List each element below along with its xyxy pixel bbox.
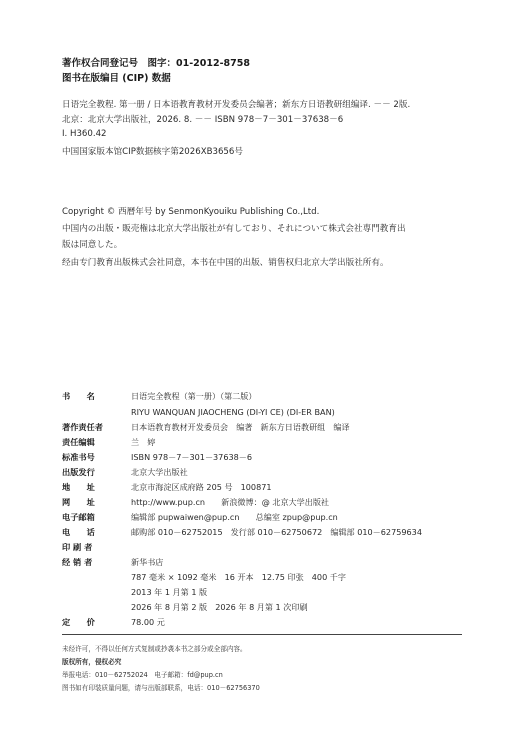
info-value-publisher: 北京大学出版社 bbox=[131, 467, 188, 477]
info-value-isbn: ISBN 978－7－301－37638－6 bbox=[131, 452, 253, 462]
footer-quality-contact: 图书如有印装质量问题，请与出版部联系，电话：010－62756370 bbox=[62, 684, 260, 692]
cip-line-title: 日语完全教程. 第一册 / 日本语教育教材开发委员会编著；新东方日语教研组编译. －－ 2版. bbox=[62, 100, 411, 110]
info-value-price: 78.00 元 bbox=[131, 617, 165, 627]
info-value-author: 日本语教育教材开发委员会 编著 新东方日语教研组 编译 bbox=[131, 422, 350, 432]
info-label-title: 书 名 bbox=[62, 391, 95, 401]
info-value-editor: 兰 婷 bbox=[131, 437, 156, 447]
footer-rights: 版权所有，侵权必究 bbox=[62, 658, 122, 666]
info-label-website: 网 址 bbox=[62, 497, 95, 507]
info-value-title-pinyin: RIYU WANQUAN JIAOCHENG (DI-YI CE) (DI-ER BAN) bbox=[131, 407, 335, 417]
info-label-editor: 责任编辑 bbox=[62, 437, 95, 447]
cip-heading: 图书在版编目 (CIP) 数据 bbox=[62, 73, 171, 84]
copyright-registration: 著作权合同登记号 图字：01-2012-8758 bbox=[62, 58, 250, 69]
info-value-phone: 邮购部 010－62752015 发行部 010－62750672 编辑部 010－62759634 bbox=[131, 527, 422, 537]
info-value-email: 编辑部 pupwaiwen@pup.cn 总编室 zpup@pup.cn bbox=[131, 512, 338, 522]
info-label-email: 电子邮箱 bbox=[62, 512, 95, 522]
info-label-phone: 电 话 bbox=[62, 527, 95, 537]
permission-line-3: 经由专门教育出版株式会社同意，本书在中国的出版、销售权归北京大学出版社所有。 bbox=[62, 258, 389, 268]
info-label-publisher: 出版发行 bbox=[62, 467, 95, 477]
cip-line-record-number: 中国国家版本馆CIP数据核字第2026XB3656号 bbox=[62, 147, 243, 157]
permission-line-1: 中国内の出版・販売権は北京大学出版社が有しており、それについて株式会社専門教育出 bbox=[62, 224, 406, 234]
cip-line-publisher: 北京：北京大学出版社，2026. 8. －－ ISBN 978－7－301－37638－6 bbox=[62, 115, 344, 125]
copyright-notice: Copyright © 西曆年号 by SenmonKyouiku Publishing Co.,Ltd. bbox=[62, 207, 320, 217]
info-value-format: 787 毫米 × 1092 毫米 16 开本 12.75 印张 400 千字 bbox=[131, 572, 346, 582]
info-label-printer: 印 刷 者 bbox=[62, 542, 93, 552]
info-label-author: 著作责任者 bbox=[62, 422, 103, 432]
info-label-address: 地 址 bbox=[62, 482, 95, 492]
info-label-price: 定 价 bbox=[62, 617, 95, 627]
footer-report-contact: 举报电话：010－62752024 电子邮箱：fd@pup.cn bbox=[62, 671, 223, 679]
info-label-distributor: 经 销 者 bbox=[62, 557, 93, 567]
permission-line-2: 版は同意した。 bbox=[62, 240, 123, 250]
footer-notice: 未经许可，不得以任何方式复制或抄袭本书之部分或全部内容。 bbox=[62, 645, 247, 653]
info-value-second-edition: 2026 年 8 月第 2 版 2026 年 8 月第 1 次印刷 bbox=[131, 602, 308, 612]
info-value-website: http://www.pup.cn 新浪微博：@ 北京大学出版社 bbox=[131, 497, 330, 507]
cip-line-classification: Ⅰ. H360.42 bbox=[62, 129, 107, 139]
info-label-isbn: 标准书号 bbox=[62, 452, 95, 462]
info-value-distributor: 新华书店 bbox=[131, 557, 164, 567]
info-value-first-edition: 2013 年 1 月第 1 版 bbox=[131, 587, 208, 597]
info-value-title: 日语完全教程（第一册）（第二版） bbox=[131, 391, 257, 401]
info-value-address: 北京市海淀区成府路 205 号 100871 bbox=[131, 482, 272, 492]
footer-divider bbox=[62, 634, 462, 635]
